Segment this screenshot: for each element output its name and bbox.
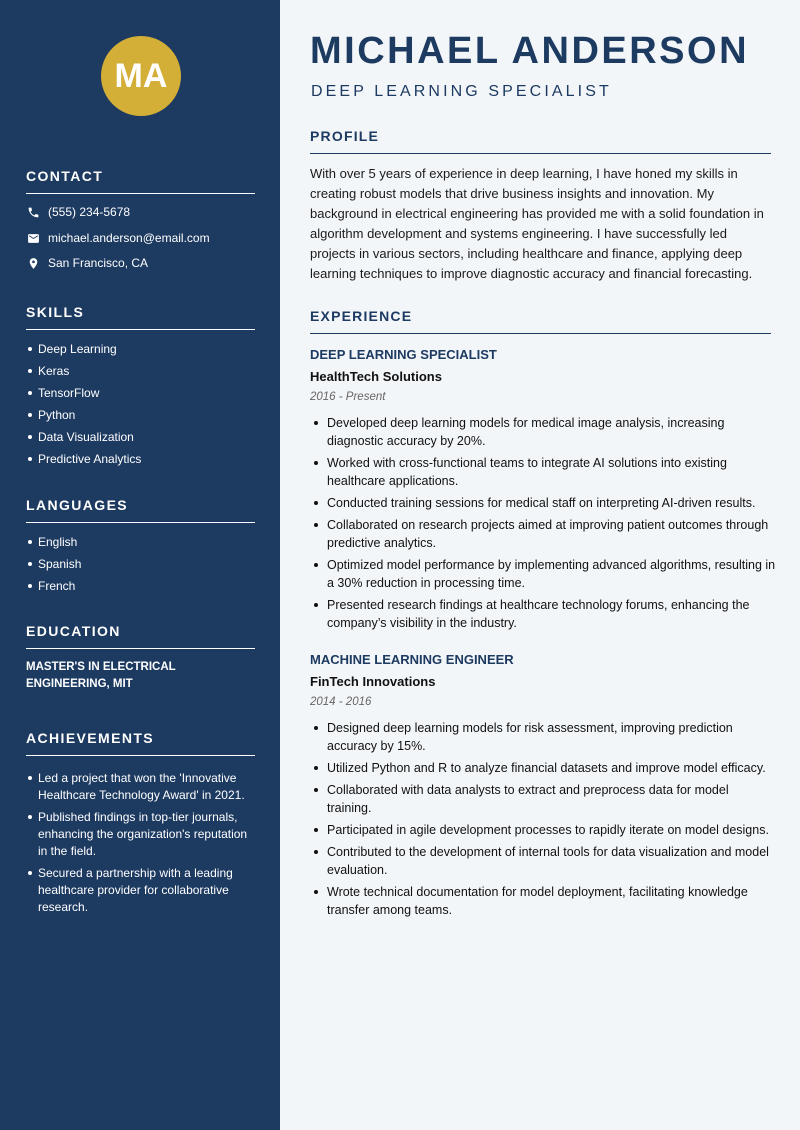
contact-heading: CONTACT <box>26 168 255 194</box>
achievement-item: Published findings in top-tier journals, enhancing the organization's reputation in the field. <box>26 809 256 860</box>
job-bullet: Developed deep learning models for medical image analysis, increasing diagnostic accuracy by 20%. <box>310 414 776 450</box>
avatar-initials: MA <box>114 56 168 95</box>
achievement-item: Led a project that won the 'Innovative Healthcare Technology Award' in 2021. <box>26 770 256 804</box>
job-title: MACHINE LEARNING ENGINEER <box>310 652 514 667</box>
skill-item: Keras <box>26 363 256 385</box>
skill-item: Data Visualization <box>26 429 256 451</box>
job-dates: 2016 - Present <box>310 391 386 403</box>
achievement-item: Secured a partnership with a leading healthcare provider for collaborative research. <box>26 865 256 916</box>
skills-heading: SKILLS <box>26 304 255 330</box>
job-bullet: Presented research findings at healthcare technology forums, enhancing the company’s visibility in the industry. <box>310 596 776 632</box>
email-icon <box>26 231 40 245</box>
job-bullet: Utilized Python and R to analyze financial datasets and improve model efficacy. <box>310 759 776 777</box>
skill-item: Deep Learning <box>26 341 256 363</box>
job-bullet: Conducted training sessions for medical staff on interpreting AI-driven results. <box>310 494 776 512</box>
skill-item: Python <box>26 407 256 429</box>
job-bullet: Collaborated with data analysts to extract and preprocess data for model training. <box>310 781 776 817</box>
job-bullet: Contributed to the development of internal tools for data visualization and model evaluation. <box>310 843 776 879</box>
skill-item: Predictive Analytics <box>26 451 256 473</box>
language-item: English <box>26 534 256 556</box>
profile-heading: PROFILE <box>310 128 771 154</box>
languages-list <box>26 534 256 600</box>
job-bullets <box>310 719 776 923</box>
job-bullets <box>310 414 776 636</box>
contact-email[interactable] <box>26 230 210 246</box>
achievements-list <box>26 770 256 921</box>
location-pin-icon <box>26 256 40 270</box>
avatar <box>101 36 181 116</box>
candidate-title: DEEP LEARNING SPECIALIST <box>311 83 612 100</box>
education-heading: EDUCATION <box>26 623 255 649</box>
job-bullet: Collaborated on research projects aimed at improving patient outcomes through predictive analytics. <box>310 516 776 552</box>
job-dates: 2014 - 2016 <box>310 696 372 708</box>
job-title: DEEP LEARNING SPECIALIST <box>310 347 497 362</box>
job-bullet: Worked with cross-functional teams to integrate AI solutions into existing healthcare applications. <box>310 454 776 490</box>
email-text: michael.anderson@email.com <box>48 231 210 245</box>
location-text: San Francisco, CA <box>48 256 149 270</box>
job-bullet: Optimized model performance by implementing advanced algorithms, resulting in a 30% reduction in processing time. <box>310 556 776 592</box>
job-company: HealthTech Solutions <box>310 369 442 384</box>
job-company: FinTech Innovations <box>310 674 436 689</box>
sidebar <box>0 0 280 1130</box>
skills-list <box>26 341 256 473</box>
phone-text: (555) 234-5678 <box>48 205 131 219</box>
job-bullet: Designed deep learning models for risk assessment, improving prediction accuracy by 15%. <box>310 719 776 755</box>
skill-item: TensorFlow <box>26 385 256 407</box>
languages-heading: LANGUAGES <box>26 497 255 523</box>
job-bullet: Wrote technical documentation for model deployment, facilitating knowledge transfer among teams. <box>310 883 776 919</box>
candidate-name: MICHAEL ANDERSON <box>310 30 750 72</box>
language-item: French <box>26 578 256 600</box>
contact-phone[interactable] <box>26 204 130 220</box>
phone-icon <box>26 205 40 219</box>
achievements-heading: ACHIEVEMENTS <box>26 730 255 756</box>
language-item: Spanish <box>26 556 256 578</box>
experience-heading: EXPERIENCE <box>310 308 771 334</box>
job-bullet: Participated in agile development processes to rapidly iterate on model designs. <box>310 821 776 839</box>
education-degree: MASTER'S IN ELECTRICAL ENGINEERING, MIT <box>26 661 176 690</box>
contact-location <box>26 255 148 271</box>
profile-text: With over 5 years of experience in deep learning, I have honed my skills in creating robust models that drive business insights and innovation. My background in electrical engineering has provided me with a solid foundation in algorithm development and systems engineering. I have successfully led projects in various sectors, including healthcare and finance, applying deep learning techniques to improve diagnostic accuracy and financial forecasting. <box>310 166 764 281</box>
main-content <box>280 0 800 1130</box>
